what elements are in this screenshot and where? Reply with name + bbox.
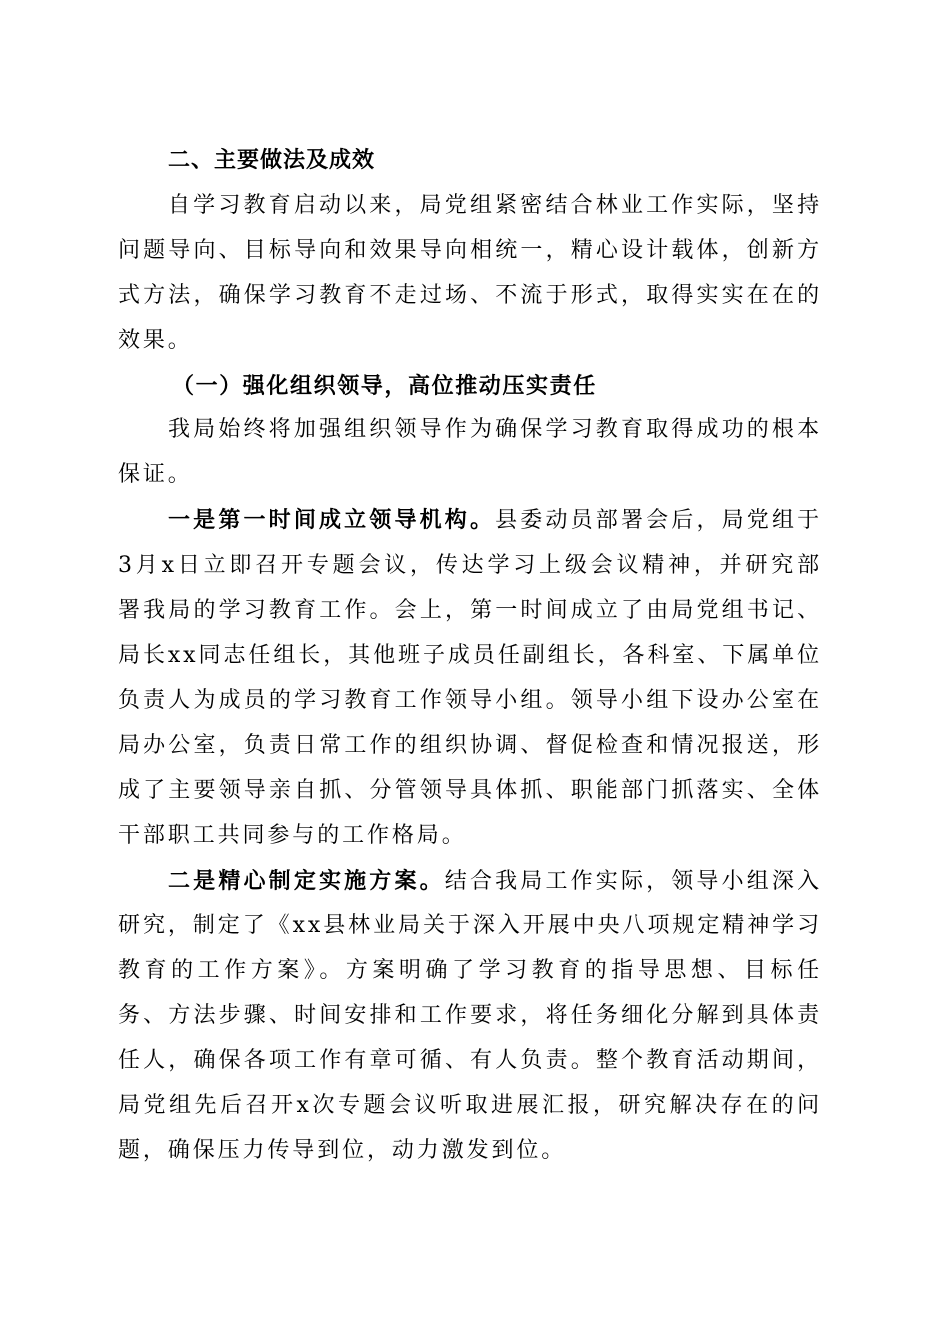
subsection-heading-text: （一）强化组织领导，高位推动压实责任 [172,372,597,399]
subsection-heading [118,364,822,409]
point-1-paragraph [118,498,822,858]
section-heading: 二、主要做法及成效 [168,148,376,173]
document-body [118,139,822,1174]
point-1-body: 县委动员部署会后，局党组于3月x日立即召开专题会议，传达学习上级会议精神，并研究部署我局的学习教育工作。会上，第一时间成立了由局党组书记、局长xx同志任组长，其他班子成员任副组长，各科室、下属单位负责人为成员的学习教育工作领导小组。领导小组下设办公室在局办公室，负责日常工作的组织协调、督促检查和情况报送，形成了主要领导亲自抓、分管领导具体抓、职能部门抓落实、全体干部职工共同参与的工作格局。 [118,508,823,848]
point-1-lead: 一是第一时间成立领导机构。 [168,507,496,534]
point-2-body: 结合我局工作实际，领导小组深入研究，制定了《xx县林业局关于深入开展中央八项规定精神学习教育的工作方案》。方案明确了学习教育的指导思想、目标任务、方法步骤、时间安排和工作要求，将任务细化分解到具体责任人，确保各项工作有章可循、有人负责。整个教育活动期间，局党组先后召开x次专题会议听取进展汇报，研究解决存在的问题，确保压力传导到位，动力激发到位。 [118,868,822,1163]
point-2-paragraph [118,859,822,1174]
subsection-intro-paragraph: 我局始终将加强组织领导作为确保学习教育取得成功的根本保证。 [118,417,822,488]
section-intro-paragraph: 自学习教育启动以来，局党组紧密结合林业工作实际，坚持问题导向、目标导向和效果导向相统一，精心设计载体，创新方式方法，确保学习教育不走过场、不流于形式，取得实实在在的效果。 [118,192,822,353]
point-2-lead: 二是精心制定实施方案。 [168,867,445,894]
